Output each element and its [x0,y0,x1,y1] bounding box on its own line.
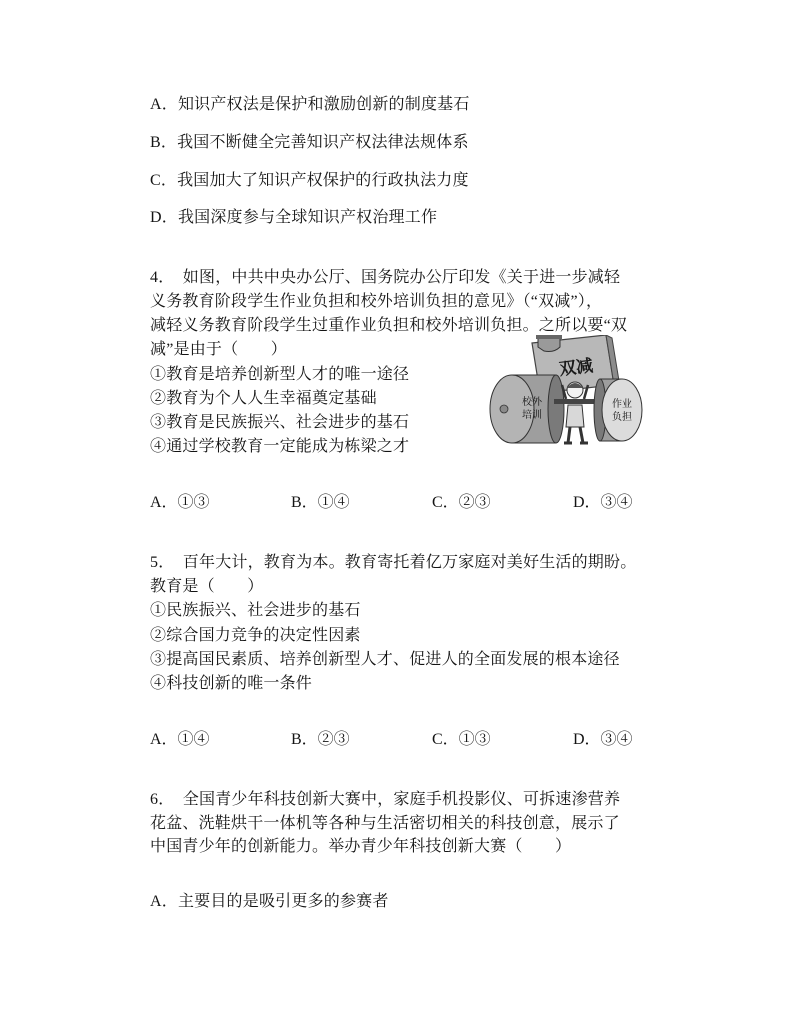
statement-item: ①民族振兴、社会进步的基石 [150,602,361,619]
question-stem-line: 义务教育阶段学生作业负担和校外培训负担的意见》（“双减”）， [150,293,603,310]
statement-item: ④通过学校教育一定能成为栋梁之才 [150,438,410,455]
question-stem-line: 5． 百年大计，教育为本。教育寄托着亿万家庭对美好生活的期盼。 [150,554,637,571]
left-weight-label: 校外 [522,397,542,408]
option-c: C．①③ [432,731,491,748]
option-d: D．③④ [573,731,633,748]
option-a: A．①④ [150,731,210,748]
option-c: C．我国加大了知识产权保护的行政执法力度 [150,172,469,189]
statement-item: ②教育为个人人生幸福奠定基础 [150,390,377,407]
statement-item: ③教育是民族振兴、社会进步的基石 [150,414,410,431]
question-stem-line: 减轻义务教育阶段学生过重作业负担和校外培训负担。之所以要“双 [150,317,628,334]
question-stem-line: 减”是由于（ ） [150,341,287,358]
option-b: B．②③ [291,731,350,748]
option-a: A．主要目的是吸引更多的参赛者 [150,893,389,910]
question-stem-line: 教育是（ ） [150,578,264,595]
question-stem-line: 6． 全国青少年科技创新大赛中，家庭手机投影仪、可拆速渗营养 [150,791,621,808]
option-b: B．我国不断健全完善知识产权法律法规体系 [150,134,469,151]
right-weight [594,379,642,441]
statement-item: ①教育是培养创新型人才的唯一途径 [150,366,410,383]
statement-item: ④科技创新的唯一条件 [150,675,313,692]
child-figure [562,382,588,443]
option-a: A．①③ [150,494,210,511]
statement-item: ②综合国力竞争的决定性因素 [150,627,361,644]
left-weight-label: 培训 [522,410,542,421]
question-stem-line: 花盆、洗鞋烘干一体机等各种与生活密切相关的科技创意，展示了 [150,815,620,832]
sign-label: 双减 [558,355,595,380]
option-d: D．③④ [573,494,633,511]
statement-item: ③提高国民素质、培养创新型人才、促进人的全面发展的根本途径 [150,651,620,668]
double-reduction-cartoon [488,335,646,447]
right-weight-label: 作业 [612,399,632,410]
option-c: C．②③ [432,494,491,511]
question-stem-line: 4． 如图，中共中央办公厅、国务院办公厅印发《关于进一步减轻 [150,269,621,286]
option-a: A．知识产权法是保护和激励创新的制度基石 [150,96,470,113]
option-b: B．①④ [291,494,350,511]
right-weight-label: 负担 [612,412,632,423]
left-weight [490,375,564,443]
question-stem-line: 中国青少年的创新能力。举办青少年科技创新大赛（ ） [150,838,572,855]
option-d: D．我国深度参与全球知识产权治理工作 [150,209,438,226]
